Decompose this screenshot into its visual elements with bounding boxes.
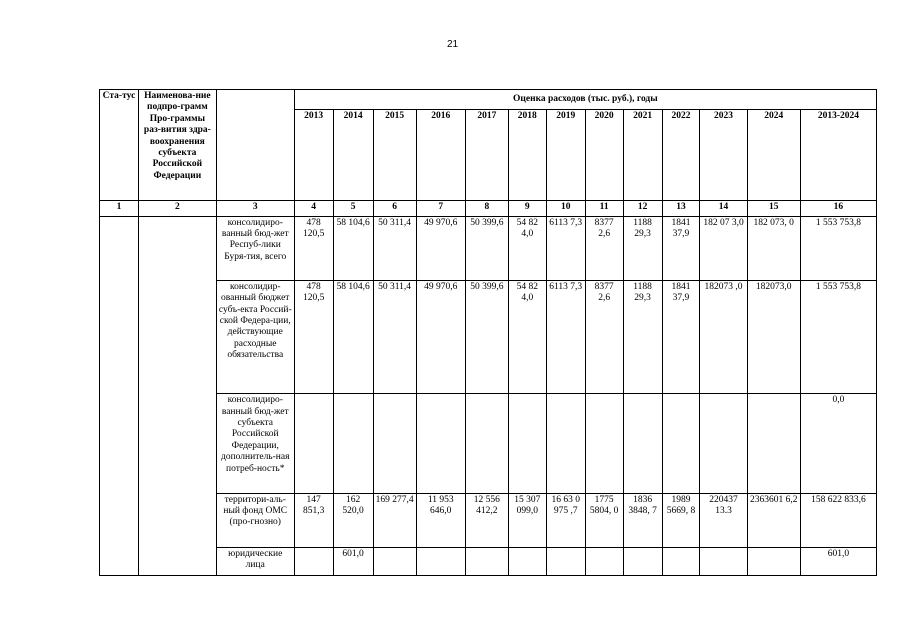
value-cell: 182073,0 <box>747 280 800 393</box>
value-cell: 1836 3848, 7 <box>623 493 662 547</box>
year-header: 2014 <box>333 110 373 201</box>
value-cell: 49 970,6 <box>416 280 465 393</box>
page-number: 21 <box>446 39 459 50</box>
subprogram-name-cell <box>138 216 216 576</box>
value-cell: 162 520,0 <box>333 493 373 547</box>
value-cell: 2363601 6,2 <box>747 493 800 547</box>
value-cell: 8377 2,6 <box>585 280 623 393</box>
value-cell: 12 556 412,2 <box>465 493 508 547</box>
value-cell: 1989 5669, 8 <box>662 493 700 547</box>
value-cell: 6113 7,3 <box>546 216 585 280</box>
value-cell: 1 553 753,8 <box>800 216 876 280</box>
value-cell: 1841 37,9 <box>662 216 700 280</box>
value-cell <box>508 547 546 575</box>
value-cell <box>465 547 508 575</box>
value-cell: 169 277,4 <box>373 493 416 547</box>
year-header: 2020 <box>585 110 623 201</box>
value-cell: 1 553 753,8 <box>800 280 876 393</box>
column-number: 15 <box>747 201 800 216</box>
column-number: 13 <box>662 201 700 216</box>
value-cell: 158 622 833,6 <box>800 493 876 547</box>
column-number: 10 <box>546 201 585 216</box>
year-header: 2015 <box>373 110 416 201</box>
column-number: 6 <box>373 201 416 216</box>
value-cell: 50 399,6 <box>465 216 508 280</box>
column-number: 14 <box>700 201 747 216</box>
value-cell: 49 970,6 <box>416 216 465 280</box>
table-row <box>100 394 877 493</box>
value-cell: 601,0 <box>333 547 373 575</box>
value-cell <box>333 394 373 493</box>
header-row-top <box>100 90 877 110</box>
column-number: 8 <box>465 201 508 216</box>
header-subprogram-name: Наименова-ние подпро-грамм Про-граммы раз-вития здра-воохранения субъекта Российской Федерации <box>138 90 216 201</box>
row-label: юридические лица <box>216 547 294 575</box>
column-number: 11 <box>585 201 623 216</box>
column-number: 1 <box>100 201 139 216</box>
value-cell <box>662 547 700 575</box>
column-number: 4 <box>294 201 333 216</box>
value-cell <box>416 394 465 493</box>
table-row <box>100 547 877 575</box>
year-header: 2013-2024 <box>800 110 876 201</box>
year-header: 2019 <box>546 110 585 201</box>
value-cell: 58 104,6 <box>333 216 373 280</box>
value-cell: 54 82 4,0 <box>508 280 546 393</box>
value-cell: 16 63 0 975 ,7 <box>546 493 585 547</box>
row-label: консолидиро-ванный бюд-жет субъекта Российской Федерации, дополнитель-ная потреб-ность* <box>216 394 294 493</box>
column-number: 9 <box>508 201 546 216</box>
header-expense-estimate: Оценка расходов (тыс. руб.), годы <box>294 90 876 110</box>
year-header: 2016 <box>416 110 465 201</box>
value-cell: 220437 13.3 <box>700 493 747 547</box>
value-cell: 182073 ,0 <box>700 280 747 393</box>
value-cell <box>546 547 585 575</box>
value-cell: 478 120,5 <box>294 216 333 280</box>
column-number: 3 <box>216 201 294 216</box>
year-header: 2018 <box>508 110 546 201</box>
value-cell: 147 851,3 <box>294 493 333 547</box>
value-cell <box>508 394 546 493</box>
value-cell: 6113 7,3 <box>546 280 585 393</box>
budget-table <box>99 89 877 576</box>
status-cell <box>100 216 139 576</box>
header-source <box>216 90 294 201</box>
value-cell <box>747 547 800 575</box>
table-row <box>100 216 877 280</box>
value-cell <box>623 547 662 575</box>
value-cell: 8377 2,6 <box>585 216 623 280</box>
value-cell: 478 120,5 <box>294 280 333 393</box>
year-header: 2023 <box>700 110 747 201</box>
value-cell: 54 82 4,0 <box>508 216 546 280</box>
value-cell: 58 104,6 <box>333 280 373 393</box>
value-cell <box>700 394 747 493</box>
value-cell <box>662 394 700 493</box>
value-cell: 1775 5804, 0 <box>585 493 623 547</box>
year-header: 2022 <box>662 110 700 201</box>
value-cell <box>294 547 333 575</box>
column-number: 2 <box>138 201 216 216</box>
value-cell <box>623 394 662 493</box>
column-number: 16 <box>800 201 876 216</box>
year-header: 2013 <box>294 110 333 201</box>
value-cell: 601,0 <box>800 547 876 575</box>
value-cell <box>373 394 416 493</box>
value-cell: 1188 29,3 <box>623 280 662 393</box>
year-header: 2021 <box>623 110 662 201</box>
column-number-row <box>100 201 877 216</box>
table-row <box>100 493 877 547</box>
value-cell: 50 311,4 <box>373 216 416 280</box>
value-cell: 15 307 099,0 <box>508 493 546 547</box>
year-header: 2017 <box>465 110 508 201</box>
value-cell <box>585 394 623 493</box>
value-cell: 1841 37,9 <box>662 280 700 393</box>
column-number: 7 <box>416 201 465 216</box>
row-label: консолидиро-ванный бюд-жет Респуб-лики Буря-тия, всего <box>216 216 294 280</box>
value-cell: 11 953 646,0 <box>416 493 465 547</box>
row-label: территори-аль-ный фонд ОМС (про-гнозно) <box>216 493 294 547</box>
value-cell: 0,0 <box>800 394 876 493</box>
value-cell <box>700 547 747 575</box>
header-status: Ста-тус <box>100 90 139 201</box>
row-label: консолидир-ованный бюджет субъ-екта Россий-ской Федера-ции, действующие расходные обязательства <box>216 280 294 393</box>
value-cell: 182 07 3,0 <box>700 216 747 280</box>
table-row <box>100 280 877 393</box>
value-cell <box>416 547 465 575</box>
column-number: 12 <box>623 201 662 216</box>
value-cell <box>373 547 416 575</box>
value-cell: 50 311,4 <box>373 280 416 393</box>
value-cell: 1188 29,3 <box>623 216 662 280</box>
column-number: 5 <box>333 201 373 216</box>
year-header: 2024 <box>747 110 800 201</box>
value-cell <box>465 394 508 493</box>
value-cell <box>747 394 800 493</box>
value-cell: 182 073, 0 <box>747 216 800 280</box>
value-cell: 50 399,6 <box>465 280 508 393</box>
value-cell <box>546 394 585 493</box>
value-cell <box>585 547 623 575</box>
value-cell <box>294 394 333 493</box>
